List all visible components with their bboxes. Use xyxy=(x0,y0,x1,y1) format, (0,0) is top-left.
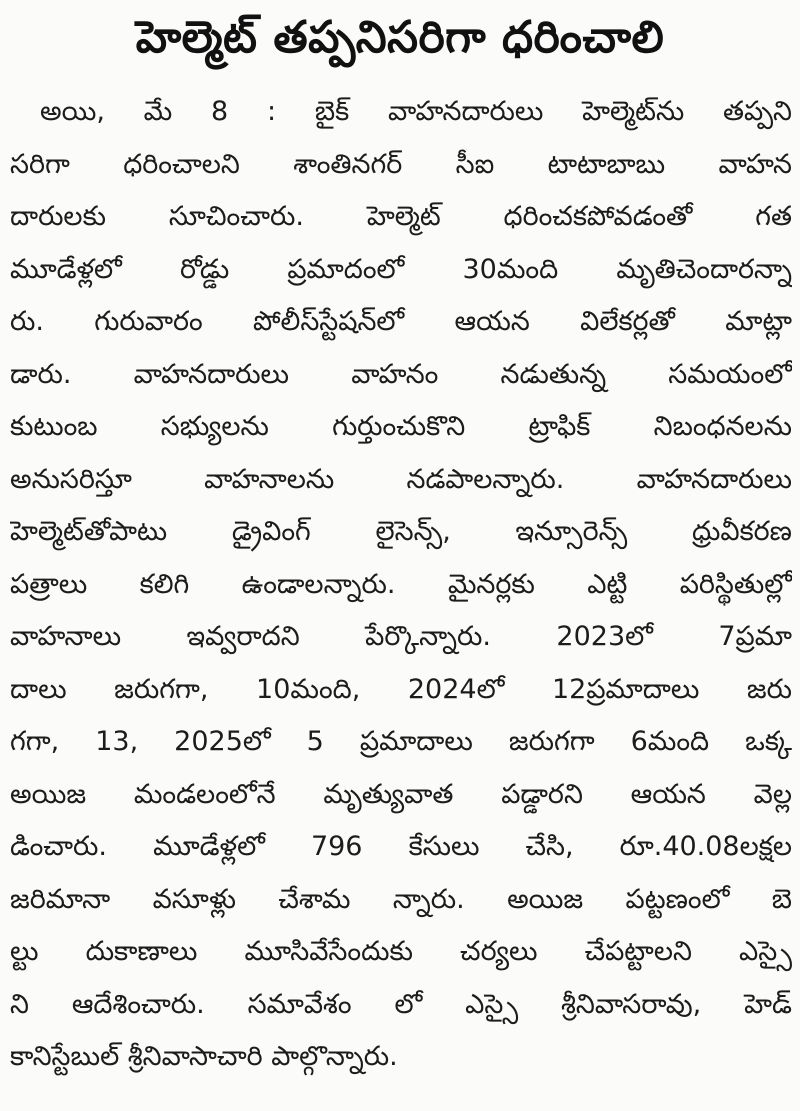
article-line: అయి, మే 8 : బైక్ వాహనదారులు హెల్మెట్‌ను తప్పని xyxy=(40,96,792,127)
article-line: రు. గురువారం పోలీస్‌స్టేషన్‌లో ఆయన విలేకర్లతో మాట్లా xyxy=(10,306,792,337)
article-line: హెల్మెట్‌తోపాటు డ్రైవింగ్ లైసెన్స్, ఇన్సూరెన్స్ ధ్రువీకరణ xyxy=(10,516,792,547)
headline: హెల్మెట్ తప్పనిసరిగా ధరించాలి xyxy=(135,12,665,63)
article-line: వాహనాలు ఇవ్వరాదని పేర్కొన్నారు. 2023లో 7ప్రమా xyxy=(10,621,792,652)
article-line: దాలు జరుగగా, 10మంది, 2024లో 12ప్రమాదాలు జరు xyxy=(10,673,792,705)
article-line: మూడేళ్లలో రోడ్డు ప్రమాదంలో 30మంది మృతిచెందారన్నా xyxy=(10,253,792,285)
article-line: గగా, 13, 2025లో 5 ప్రమాదాలు జరుగగా 6మంది ఒక్క xyxy=(10,726,792,757)
article-line: అయిజ మండలంలోనే మృత్యువాత పడ్డారని ఆయన వెల్ల xyxy=(10,778,792,810)
article-line: డించారు. మూడేళ్లలో 796 కేసులు చేసి, రూ.40.08లక్షల xyxy=(10,831,792,862)
article-line: కానిస్టేబుల్ శ్రీనివాసాచారి పాల్గొన్నారు. xyxy=(10,1041,398,1072)
article-line: డారు. వాహనదారులు వాహనం నడుతున్న సమయంలో xyxy=(10,358,792,390)
article-line: సరిగా ధరించాలని శాంతినగర్ సీఐ టాటాబాబు వాహన xyxy=(10,148,792,180)
article-body xyxy=(10,86,792,1084)
article-line: కుటుంబ సభ్యులను గుర్తుంచుకొని ట్రాఫిక్ నిబంధనలను xyxy=(10,411,792,442)
article-line: దారులకు సూచించారు. హెల్మెట్ ధరించకపోవడంతో గత xyxy=(10,201,792,232)
article-line: ని ఆదేశించారు. సమావేశం లో ఎస్సై శ్రీనివాసరావు, హెడ్ xyxy=(10,988,792,1020)
article-line: అనుసరిస్తూ వాహనాలను నడపాలన్నారు. వాహనదారులు xyxy=(10,463,792,495)
article-line: ల్టు దుకాణాలు మూసివేసేందుకు చర్యలు చేపట్టాలని ఎస్సై xyxy=(10,936,792,967)
article-line: పత్రాలు కలిగి ఉండాలన్నారు. మైనర్లకు ఎట్టి పరిస్థితుల్లో xyxy=(10,568,792,600)
article-line: జరిమానా వసూళ్లు చేశామ న్నారు. అయిజ పట్టణంలో బె xyxy=(10,883,792,915)
